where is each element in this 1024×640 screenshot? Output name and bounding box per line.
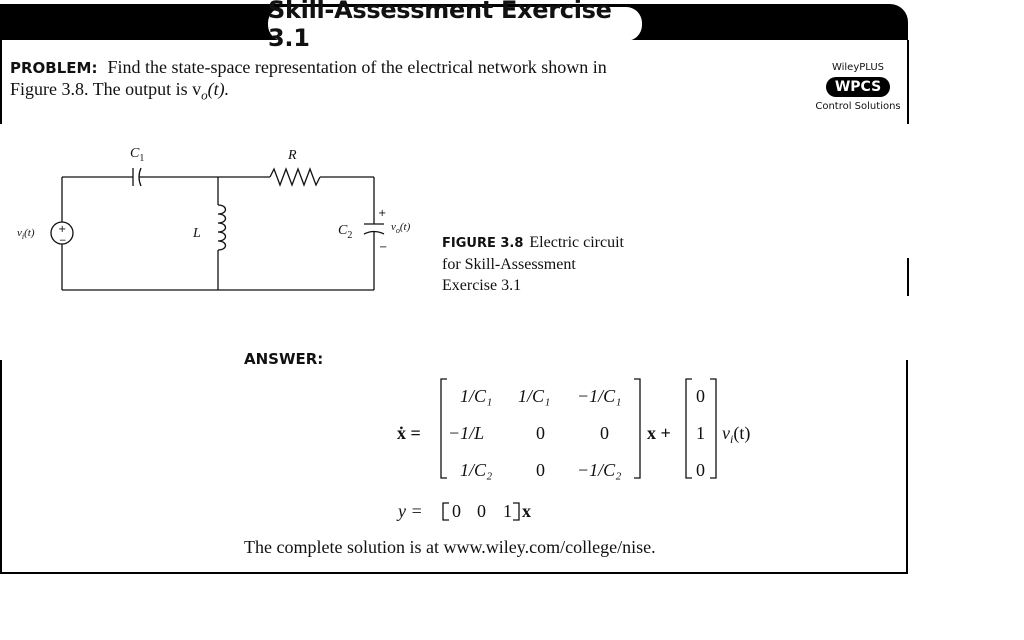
control-solutions-label: Control Solutions: [815, 101, 901, 112]
c2-plus: +: [378, 208, 387, 219]
wileyplus-badge[interactable]: [810, 62, 906, 112]
r-label: R: [288, 148, 297, 163]
problem-line-2: Figure 3.8. The output is v: [10, 79, 202, 99]
problem-frame-left: [0, 40, 2, 124]
problem-label: PROBLEM:: [10, 59, 98, 77]
problem-output-sub: o: [201, 87, 208, 103]
vo-label: $v_o(t)$: [391, 221, 411, 235]
matrix-a-left-bracket: [441, 379, 447, 478]
header-bar: [0, 0, 908, 52]
caption-line-3: Exercise 3.1: [442, 277, 522, 294]
a-11: 1/C₁: [460, 386, 493, 406]
wileyplus-label: WileyPLUS: [831, 62, 885, 73]
source-minus: −: [59, 236, 67, 246]
wpcs-pill[interactable]: WPCS: [826, 77, 890, 97]
a-31: 1/C₂: [460, 460, 493, 480]
source-plus: +: [58, 224, 67, 235]
y-lhs: y =: [398, 501, 423, 521]
a-12: 1/C₁: [518, 386, 551, 406]
c1-label: $C_1$: [130, 146, 145, 164]
a-23: 0: [600, 423, 609, 443]
matrix-a-right-bracket: [634, 379, 640, 478]
problem-statement: [10, 57, 770, 106]
figure-caption: [442, 232, 672, 296]
resistor-r: [270, 169, 320, 185]
solution-link-text[interactable]: The complete solution is at www.wiley.com/college/nise.: [244, 537, 656, 557]
a-33: −1/C₂: [577, 460, 622, 480]
l-label: L: [193, 226, 201, 241]
vi-label: $v_i(t)$: [17, 227, 35, 241]
c2-label: $C_2$: [338, 223, 353, 241]
a-22: 0: [536, 423, 545, 443]
c-2: 0: [477, 501, 486, 521]
input-vi: $v_i(t)$: [722, 423, 751, 446]
problem-line-1: Find the state-space representation of the electrical network shown in: [107, 57, 607, 77]
a-21: −1/L: [448, 423, 485, 443]
matrix-c-left-bracket: [443, 503, 449, 520]
problem-output-tail: (t).: [207, 79, 230, 99]
b-3: 0: [696, 460, 705, 480]
c-x: x: [522, 501, 531, 521]
b-2: 1: [696, 423, 705, 443]
b-1: 0: [696, 386, 705, 406]
inductor-l: [218, 205, 226, 250]
figure-label: FIGURE 3.8: [442, 236, 524, 251]
exercise-title: Skill-Assessment Exercise 3.1: [268, 7, 642, 41]
state-space-equations: [0, 375, 1024, 535]
a-32: 0: [536, 460, 545, 480]
caption-line-2: for Skill-Assessment: [442, 256, 576, 273]
xdot-lhs: ẋ =: [397, 423, 421, 443]
c2-minus: −: [379, 242, 388, 253]
a-13: −1/C₁: [577, 386, 622, 406]
problem-frame-right-lower: [907, 258, 909, 296]
problem-frame-right-upper: [907, 40, 909, 124]
answer-label: ANSWER:: [244, 350, 324, 368]
c-3: 1: [503, 501, 512, 521]
caption-line-1: Electric circuit: [529, 234, 624, 251]
x-plus: x +: [647, 423, 671, 443]
vector-b-right-bracket: [710, 379, 716, 478]
c-1: 0: [452, 501, 461, 521]
matrix-c-right-bracket: [513, 503, 519, 520]
vector-b-left-bracket: [686, 379, 692, 478]
circuit-diagram: [0, 135, 440, 300]
